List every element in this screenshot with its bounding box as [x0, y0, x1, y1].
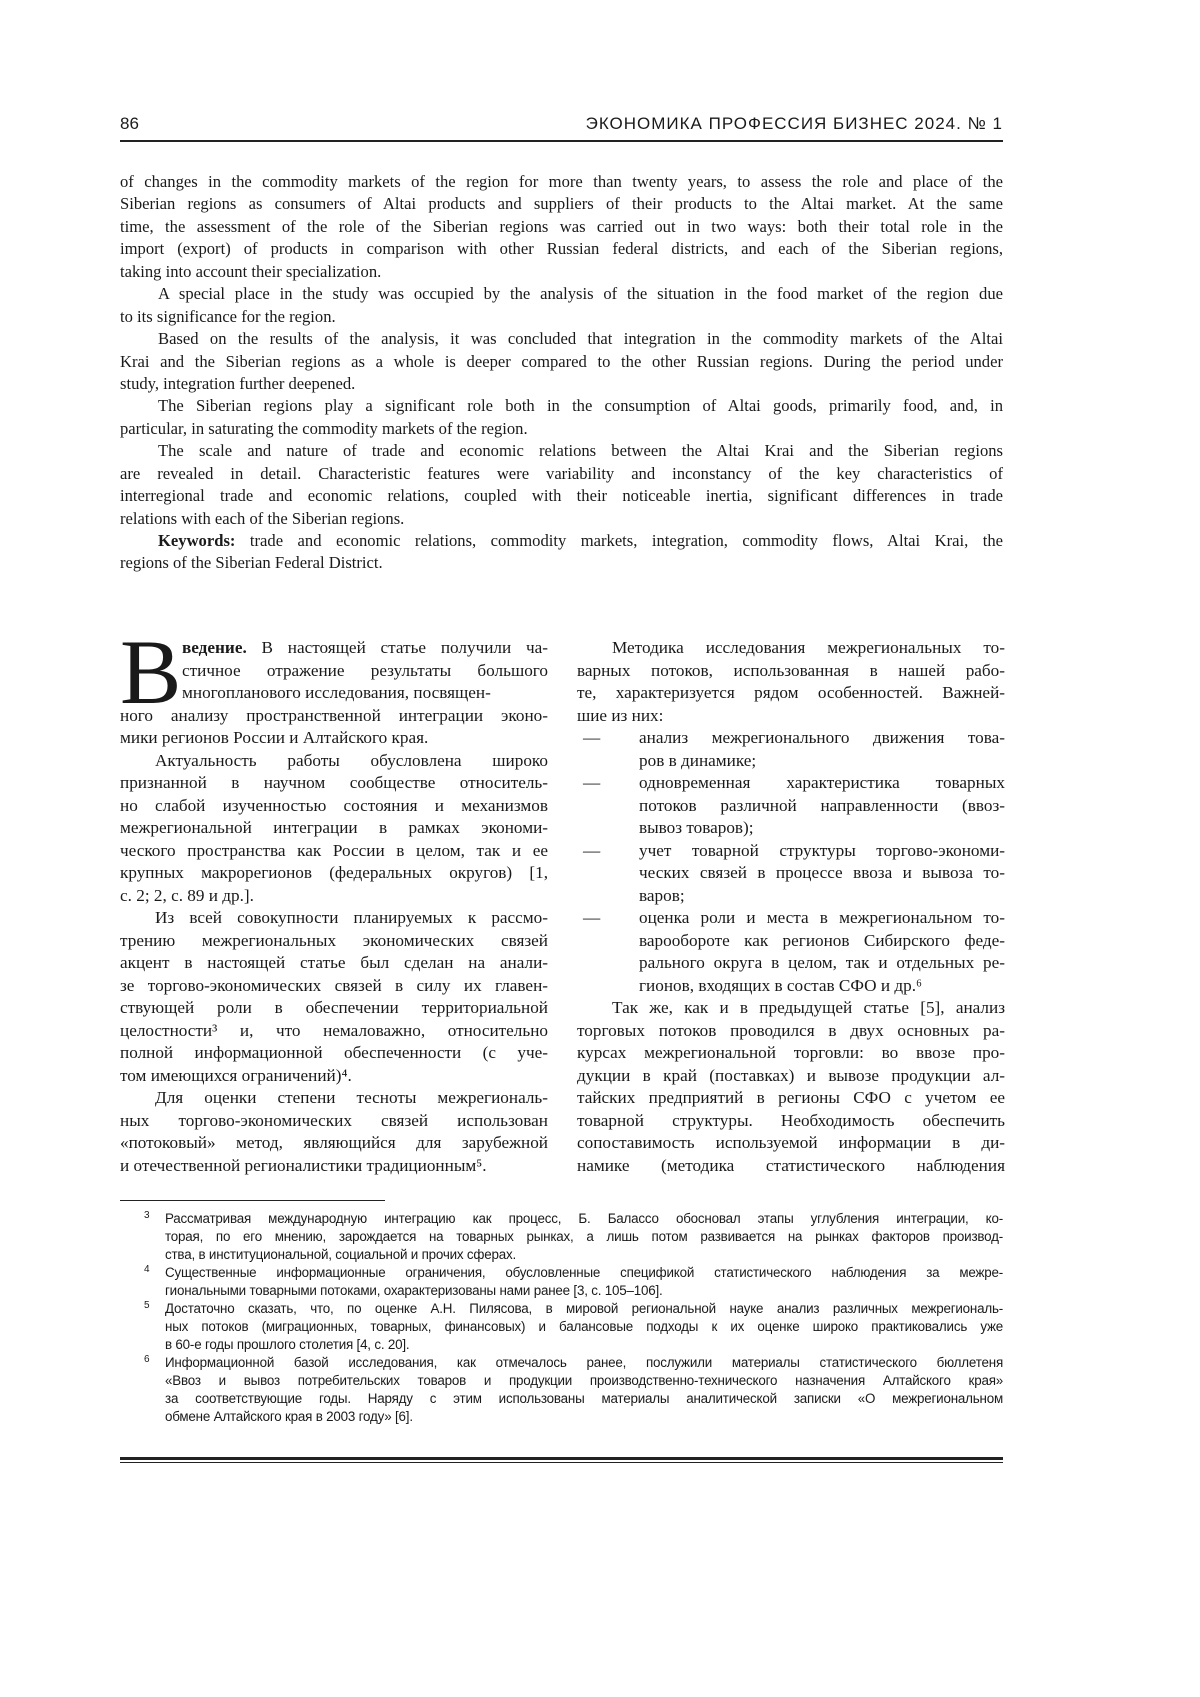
bullet-dash: — [583, 907, 600, 930]
text-line-content: варообороте как регионов Сибирского феде- [639, 931, 1005, 950]
text-line [120, 328, 1003, 350]
text-line-content: гионов, входящих в состав СФО и др.⁶ [639, 976, 922, 995]
text-line-content: трению межрегиональных экономических связей [120, 931, 548, 950]
text-line [120, 552, 1003, 574]
footnote-line: ства, в институциональной, социальной и прочих сферах. [165, 1246, 1003, 1264]
text-line-content: варных потоков, использованная в нашей рабо- [577, 661, 1005, 680]
footnote-line: ных потоков (миграционных, товарных, финансовых) и балансовые подходы к их оценке широко практиковались уже [165, 1318, 1003, 1336]
text-line-content: Krai and the Siberian regions as a whole is deeper compared to the other Russian regions. During the period under [120, 352, 1003, 371]
text-line [120, 261, 1003, 283]
text-line-content: particular, in saturating the commodity markets of the region. [120, 419, 528, 438]
text-line-content: и отечественной регионалистики традиционным⁵. [120, 1156, 487, 1175]
text-line [120, 705, 548, 728]
journal-title: ЭКОНОМИКА ПРОФЕССИЯ БИЗНЕС 2024. № 1 [586, 114, 1003, 134]
bullet-item [577, 840, 1005, 908]
footnote-line: Достаточно сказать, что, по оценке А.Н. Пилясова, в мировой региональной науке анализ различных межрегиональ- [165, 1300, 1003, 1318]
text-line [120, 660, 548, 683]
text-line [120, 1110, 548, 1133]
footnote-line: «Ввоз и вывоз потребительских товаров и продукции производственно-технического назначения Алтайского края» [165, 1372, 1003, 1390]
text-line [120, 727, 548, 750]
text-line [577, 1087, 1005, 1110]
text-line [577, 840, 1005, 863]
footer-rule-thin [120, 1462, 1003, 1463]
footnote [120, 1354, 1003, 1426]
text-line-content: том имеющихся ограничений)⁴. [120, 1066, 352, 1085]
text-line-content: Так же, как и в предыдущей статье [5], анализ [612, 998, 1005, 1017]
text-line [120, 637, 548, 660]
page-number: 86 [120, 114, 139, 134]
footnote-line: торая, по его мнению, зарождается на товарных рынках, а лишь потом развивается на рынках факторов производ- [165, 1228, 1003, 1246]
text-line-content: ного анализу пространственной интеграции эконо- [120, 706, 548, 725]
left-column [120, 637, 548, 1177]
footnote-number: 5 [144, 1297, 149, 1315]
text-line [120, 1065, 548, 1088]
drop-cap: В [120, 632, 181, 712]
footnote-number: 3 [144, 1207, 149, 1225]
text-line [120, 1132, 548, 1155]
text-line-content: межрегиональной интеграции в рамках экономи- [120, 818, 548, 837]
footnote-line: за соответствующие годы. Наряду с этим использованы материалы аналитической записки «О межрегиональном [165, 1390, 1003, 1408]
bullet-dash: — [583, 772, 600, 795]
text-line-content: многопланового исследования, посвящен- [182, 683, 491, 702]
text-line [120, 862, 548, 885]
text-line-content: курсах межрегиональной торговли: во ввозе про- [577, 1043, 1005, 1062]
text-line [120, 1087, 548, 1110]
text-line-content: relations with each of the Siberian regions. [120, 509, 404, 528]
text-line-content: Based on the results of the analysis, it was concluded that integration in the commodity markets of the Altai [158, 329, 1003, 348]
text-line-content: time, the assessment of the role of the Siberian regions was carried out in two ways: both their total role in the [120, 217, 1003, 236]
footnote-number: 4 [144, 1261, 149, 1279]
text-line [577, 705, 1005, 728]
text-line [577, 885, 1005, 908]
text-line [577, 1020, 1005, 1043]
text-line [577, 682, 1005, 705]
text-line [120, 952, 548, 975]
abstract-paragraph [120, 283, 1003, 328]
text-line-content: стичное отражение результаты большого [182, 661, 548, 680]
text-line [577, 1065, 1005, 1088]
footnote [120, 1300, 1003, 1354]
text-line-content: ческих связей в процессе ввоза и вывоза то- [639, 863, 1005, 882]
text-line [577, 727, 1005, 750]
abstract-paragraph [120, 328, 1003, 395]
text-line [577, 660, 1005, 683]
abstract-paragraph [120, 395, 1003, 440]
text-line-content: В настоящей статье получили ча- [247, 638, 548, 657]
text-line-content: крупных макрорегионов (федеральных округов) [1, [120, 863, 548, 882]
text-line [120, 395, 1003, 417]
text-line [577, 930, 1005, 953]
text-line-content: regions of the Siberian Federal District. [120, 553, 383, 572]
text-line-content: The Siberian regions play a significant role both in the consumption of Altai goods, primarily food, and, in [158, 396, 1003, 415]
footnote-line: обмене Алтайского края в 2003 году» [6]. [165, 1408, 1003, 1426]
text-line [120, 530, 1003, 552]
footer-rule [120, 1457, 1003, 1460]
text-line [120, 975, 548, 998]
text-line [577, 1042, 1005, 1065]
intro-heading: ведение. [182, 638, 247, 657]
paragraph [577, 637, 1005, 727]
text-line-content: товарной структуры. Необходимость обеспечить [577, 1111, 1005, 1130]
footnote-line: Существенные информационные ограничения, обусловленные спецификой статистического наблюдения за межре- [165, 1264, 1003, 1282]
text-line [120, 885, 548, 908]
text-line-content: одновременная характеристика товарных [639, 773, 1005, 792]
text-line-content: taking into account their specialization. [120, 262, 381, 281]
text-line [120, 193, 1003, 215]
footnote [120, 1264, 1003, 1300]
text-line-content: A special place in the study was occupied by the analysis of the situation in the food market of the region due [158, 284, 1003, 303]
text-line [120, 171, 1003, 193]
text-line-content: тайских предприятий в регионы СФО с учетом ее [577, 1088, 1005, 1107]
text-line [577, 750, 1005, 773]
bullet-dash: — [583, 727, 600, 750]
text-line-content: Для оценки степени тесноты межрегиональ- [155, 1088, 548, 1107]
footnotes [120, 1210, 1003, 1426]
text-line [577, 997, 1005, 1020]
text-line [120, 216, 1003, 238]
abstract-paragraph [120, 171, 1003, 283]
header-rule [120, 140, 1003, 142]
text-line [120, 306, 1003, 328]
text-line-content: зе торгово-экономических связей в силу их главен- [120, 976, 548, 995]
text-line-content: варов; [639, 886, 685, 905]
text-line-content: trade and economic relations, commodity markets, integration, commodity flows, Altai Krai, the [235, 531, 1003, 550]
text-line [577, 1110, 1005, 1133]
text-line [120, 750, 548, 773]
text-line-content: целостности³ и, что немаловажно, относительно [120, 1021, 548, 1040]
text-line-content: Из всей совокупности планируемых к рассмо- [155, 908, 548, 927]
text-line [120, 283, 1003, 305]
text-line-content: to its significance for the region. [120, 307, 336, 326]
keywords-label: Keywords: [158, 531, 235, 550]
footnote-line: в 60-е годы прошлого столетия [4, с. 20]. [165, 1336, 1003, 1354]
text-line-content: Актуальность работы обусловлена широко [155, 751, 548, 770]
text-line-content: The scale and nature of trade and economic relations between the Altai Krai and the Siberian regions [158, 441, 1003, 460]
text-line-content: анализ межрегионального движения това- [639, 728, 1005, 747]
text-line-content: полной информационной обеспеченности (с уче- [120, 1043, 548, 1062]
bullet-item [577, 907, 1005, 997]
text-line [120, 1155, 548, 1178]
text-line-content: оценка роли и места в межрегиональном то- [639, 908, 1005, 927]
text-line-content: interregional trade and economic relations, coupled with their noticeable inertia, significant differences in trade [120, 486, 1003, 505]
bullet-dash: — [583, 840, 600, 863]
text-line-content: потоков различной направленности (ввоз- [639, 796, 1005, 815]
footnote-rule [120, 1200, 385, 1201]
abstract-paragraph [120, 440, 1003, 530]
text-line [577, 817, 1005, 840]
text-line [577, 975, 1005, 998]
footnote-line: Информационной базой исследования, как отмечалось ранее, послужили материалы статистического бюллетеня [165, 1354, 1003, 1372]
text-line-content: шие из них: [577, 706, 663, 725]
text-line-content: ров в динамике; [639, 751, 756, 770]
text-line [120, 817, 548, 840]
paragraph [120, 1087, 548, 1177]
paragraph [120, 637, 548, 705]
text-line-content: учет товарной структуры торгово-экономи- [639, 841, 1005, 860]
text-line-content: акцент в настоящей статье был сделан на анали- [120, 953, 548, 972]
text-line-content: но слабой изученностью состояния и механизмов [120, 796, 548, 815]
text-line-content: ческого пространства как России в целом, так и ее [120, 841, 548, 860]
text-line [120, 508, 1003, 530]
paragraph [120, 750, 548, 908]
text-line [120, 795, 548, 818]
text-line [120, 682, 548, 705]
text-line [120, 930, 548, 953]
text-line-content: дукции в край (поставках) и вывозе продукции ал- [577, 1066, 1005, 1085]
text-line [577, 1155, 1005, 1178]
text-line [120, 238, 1003, 260]
paragraph [120, 907, 548, 1087]
text-line [577, 862, 1005, 885]
bullet-item [577, 727, 1005, 772]
footnote-line: гиональными товарными потоками, охарактеризованы нами ранее [3, с. 105–106]. [165, 1282, 1003, 1300]
text-line [120, 840, 548, 863]
text-line [120, 463, 1003, 485]
text-line-content: of changes in the commodity markets of the region for more than twenty years, to assess the role and place of the [120, 172, 1003, 191]
text-line-content: Методика исследования межрегиональных то- [612, 638, 1005, 657]
abstract [120, 171, 1003, 575]
text-line [120, 373, 1003, 395]
text-line [120, 1020, 548, 1043]
text-line-content: намике (методика статистического наблюдения [577, 1156, 1005, 1175]
text-line [577, 1132, 1005, 1155]
text-line-content: рального округа в целом, так и отдельных ре- [639, 953, 1005, 972]
text-line [577, 795, 1005, 818]
text-line-content: import (export) of products in comparison with other Russian federal districts, and each of the Siberian regions, [120, 239, 1003, 258]
text-line-content: study, integration further deepened. [120, 374, 355, 393]
text-line-content: вывоз товаров); [639, 818, 754, 837]
text-line [120, 418, 1003, 440]
text-line-content: «потоковый» метод, являющийся для зарубежной [120, 1133, 548, 1152]
text-line-content: are revealed in detail. Characteristic features were variability and inconstancy of the key characteristics of [120, 464, 1003, 483]
text-line [577, 772, 1005, 795]
text-line [120, 351, 1003, 373]
text-line [577, 637, 1005, 660]
text-line-content: ствующей роли в обеспечении территориальной [120, 998, 548, 1017]
bullet-item [577, 772, 1005, 840]
text-line-content: признанной в научном сообществе относитель- [120, 773, 548, 792]
abstract-paragraph [120, 530, 1003, 575]
footnote [120, 1210, 1003, 1264]
text-line-content: торговых потоков проводился в двух основных ра- [577, 1021, 1005, 1040]
text-line-content: Siberian regions as consumers of Altai products and suppliers of their products to the Altai market. At the same [120, 194, 1003, 213]
text-line [120, 907, 548, 930]
text-line [120, 1042, 548, 1065]
text-line-content: те, характеризуется рядом особенностей. Важней- [577, 683, 1005, 702]
text-line [120, 485, 1003, 507]
text-line-content: мики регионов России и Алтайского края. [120, 728, 428, 747]
text-line [120, 772, 548, 795]
right-column [577, 637, 1005, 1177]
text-line [120, 997, 548, 1020]
text-line [120, 440, 1003, 462]
running-header [120, 114, 1003, 138]
paragraph [577, 997, 1005, 1177]
footnote-number: 6 [144, 1351, 149, 1369]
text-line [577, 952, 1005, 975]
text-line-content: сопоставимость используемой информации в ди- [577, 1133, 1005, 1152]
text-line-content: с. 2; 2, с. 89 и др.]. [120, 886, 254, 905]
text-line-content: ных торгово-экономических связей использован [120, 1111, 548, 1130]
paragraph [120, 705, 548, 750]
text-line [577, 907, 1005, 930]
footnote-line: Рассматривая международную интеграцию как процесс, Б. Балассо обосновал этапы углубления интеграции, ко- [165, 1210, 1003, 1228]
